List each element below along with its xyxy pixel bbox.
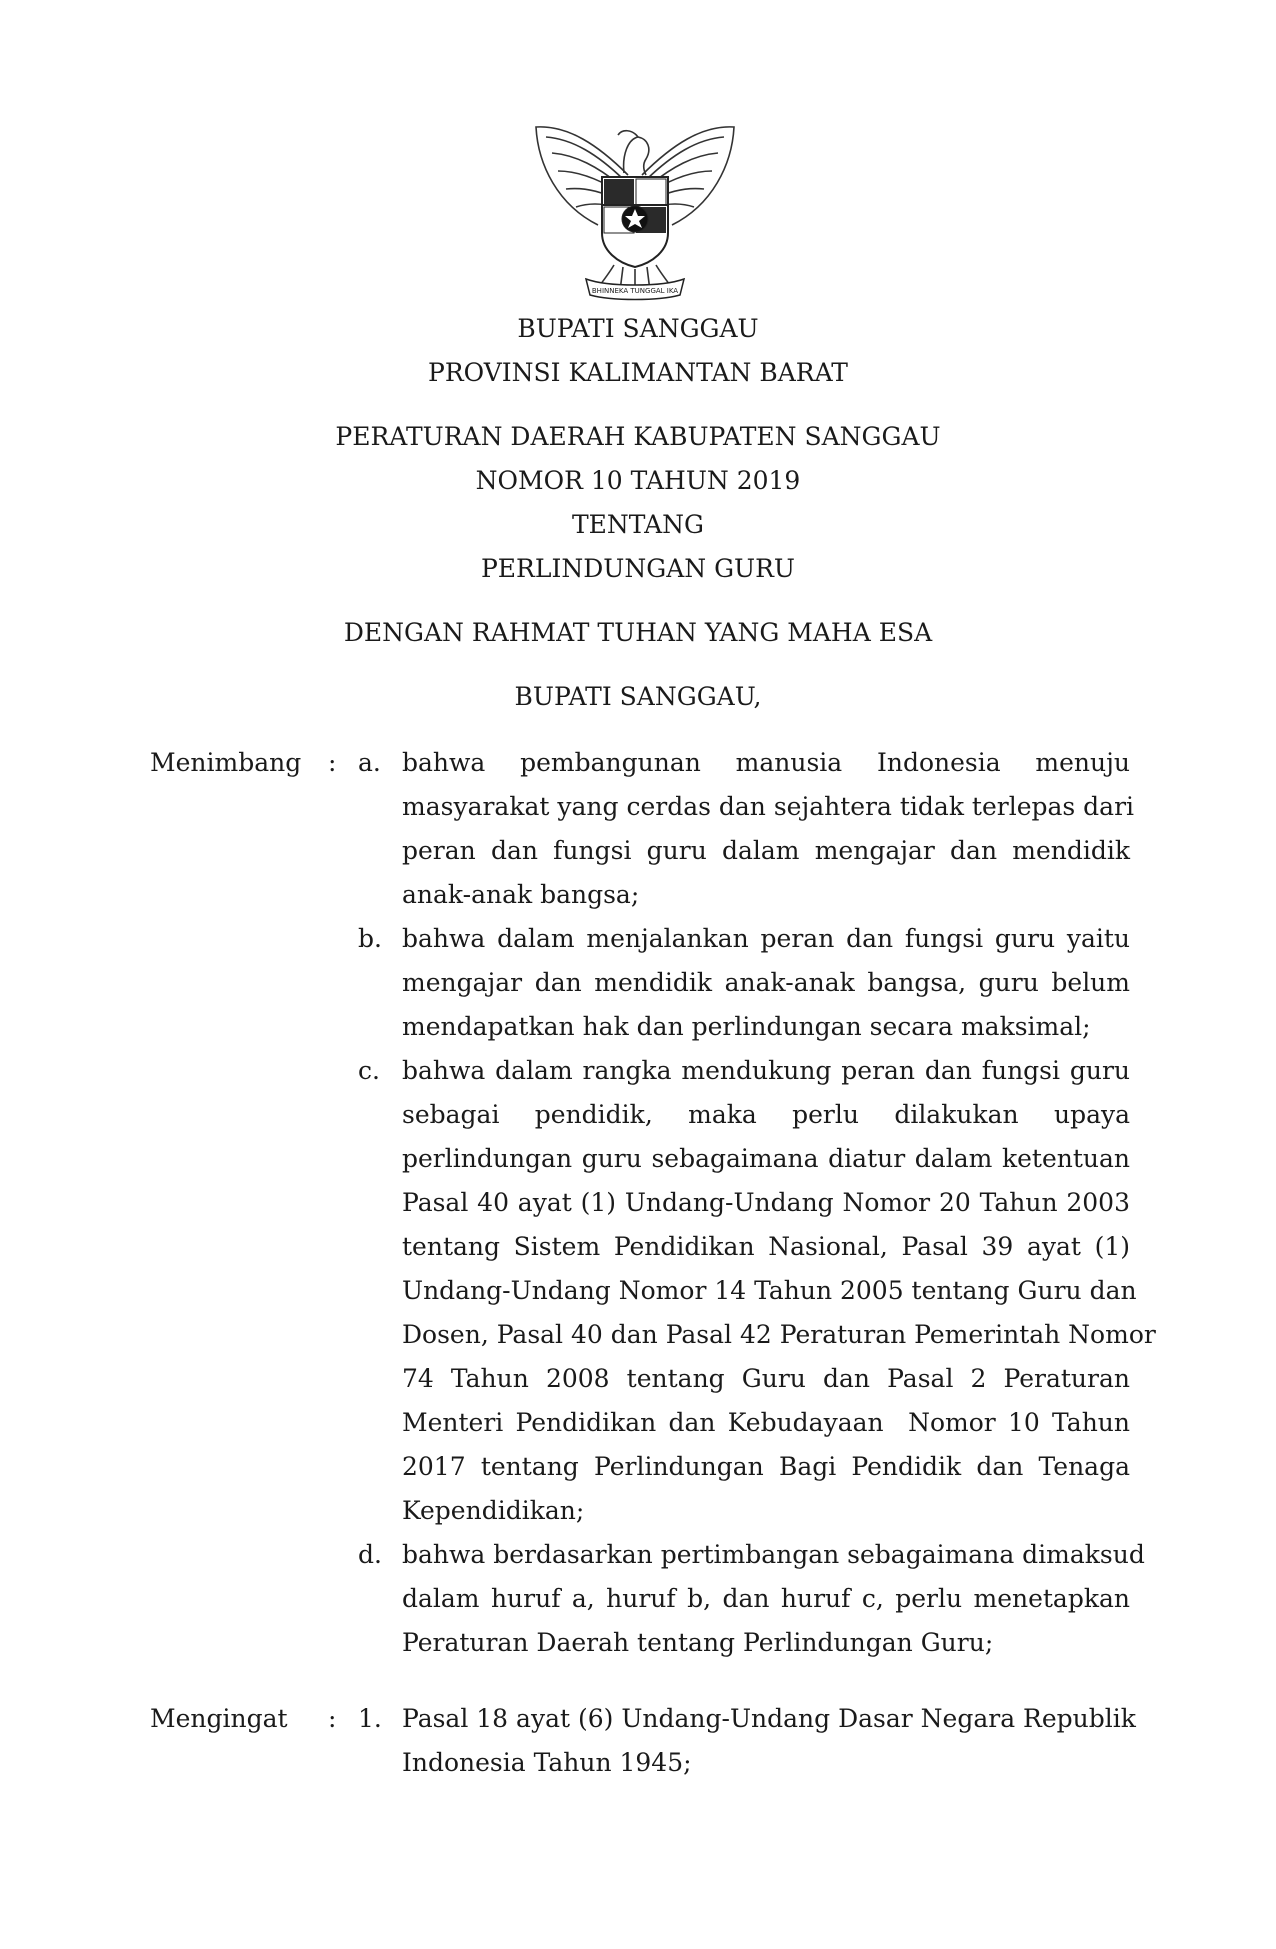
list-item-line	[0, 829, 1276, 873]
menimbang-label: Menimbang	[150, 748, 302, 777]
menimbang-c-line-1	[0, 1049, 1276, 1093]
list-item-line	[0, 1005, 1276, 1049]
item-text-line: bahwa dalam menjalankan peran dan fungsi guru yaitu	[402, 924, 1130, 953]
menimbang-colon: :	[328, 748, 337, 777]
garuda-emblem-icon	[528, 115, 742, 305]
item-text-line: Pasal 40 ayat (1) Undang-Undang Nomor 20 Tahun 2003	[402, 1188, 1130, 1217]
item-text-line: masyarakat yang cerdas dan sejahtera tidak terlepas dari	[402, 792, 1135, 821]
item-text-line: 74 Tahun 2008 tentang Guru dan Pasal 2 Peraturan	[402, 1364, 1130, 1393]
item-text-line: mengajar dan mendidik anak-anak bangsa, guru belum	[402, 968, 1130, 997]
item-text-line: tentang Sistem Pendidikan Nasional, Pasal 39 ayat (1)	[402, 1232, 1130, 1261]
list-item-line	[0, 785, 1276, 829]
item-marker: a.	[358, 748, 381, 777]
list-item-line	[0, 1489, 1276, 1533]
invocation: DENGAN RAHMAT TUHAN YANG MAHA ESA	[343, 618, 933, 647]
about-label: TENTANG	[571, 510, 704, 539]
office-heading: BUPATI SANGGAU	[517, 314, 759, 343]
list-item-line	[0, 1181, 1276, 1225]
list-item-line	[0, 961, 1276, 1005]
menimbang-d-line-1	[0, 1533, 1276, 1577]
menimbang-a-line-1	[0, 741, 1276, 785]
list-item-line	[0, 1357, 1276, 1401]
motto-text: BHINNEKA TUNGGAL IKA	[591, 287, 679, 295]
list-item-line	[0, 1093, 1276, 1137]
mengingat-label: Mengingat	[150, 1704, 288, 1733]
item-text-line: Dosen, Pasal 40 dan Pasal 42 Peraturan Pemerintah Nomor	[402, 1320, 1156, 1349]
item-text-line: bahwa berdasarkan pertimbangan sebagaimana dimaksud	[402, 1540, 1145, 1569]
item-text-line: bahwa dalam rangka mendukung peran dan fungsi guru	[402, 1056, 1130, 1085]
item-marker: c.	[358, 1056, 380, 1085]
province-heading: PROVINSI KALIMANTAN BARAT	[428, 358, 848, 387]
item-text-line: Undang-Undang Nomor 14 Tahun 2005 tentang Guru dan	[402, 1276, 1137, 1305]
list-item-line	[0, 1621, 1276, 1665]
issuer: BUPATI SANGGAU,	[514, 682, 762, 711]
regulation-title: PERATURAN DAERAH KABUPATEN SANGGAU	[335, 422, 941, 451]
item-text-line: 2017 tentang Perlindungan Bagi Pendidik dan Tenaga	[402, 1452, 1130, 1481]
item-text-line: perlindungan guru sebagaimana diatur dalam ketentuan	[402, 1144, 1130, 1173]
item-marker: b.	[358, 924, 382, 953]
item-text-line: mendapatkan hak dan perlindungan secara maksimal;	[402, 1012, 1091, 1041]
list-item-line	[0, 1137, 1276, 1181]
item-marker: d.	[358, 1540, 382, 1569]
list-item-line	[0, 1401, 1276, 1445]
list-item-line	[0, 1313, 1276, 1357]
item-text-line: Menteri Pendidikan dan Kebudayaan Nomor 10 Tahun	[402, 1408, 1130, 1437]
list-item-line	[0, 1445, 1276, 1489]
item-text-line: Indonesia Tahun 1945;	[402, 1748, 692, 1777]
item-text-line: bahwa pembangunan manusia Indonesia menuju	[402, 748, 1130, 777]
list-item-line	[0, 873, 1276, 917]
item-text-line: peran dan fungsi guru dalam mengajar dan mendidik	[402, 836, 1130, 865]
list-item-line	[0, 1269, 1276, 1313]
list-item-line	[0, 1741, 1276, 1785]
mengingat-1-line-1	[0, 1697, 1276, 1741]
list-item-line	[0, 1577, 1276, 1621]
item-marker: 1.	[358, 1704, 382, 1733]
list-item-line	[0, 1225, 1276, 1269]
item-text-line: sebagai pendidik, maka perlu dilakukan upaya	[402, 1100, 1130, 1129]
regulation-number: NOMOR 10 TAHUN 2019	[475, 466, 801, 495]
item-text-line: dalam huruf a, huruf b, dan huruf c, perlu menetapkan	[402, 1584, 1130, 1613]
regulation-subject: PERLINDUNGAN GURU	[480, 554, 795, 583]
menimbang-b-line-1	[0, 917, 1276, 961]
item-text-line: Pasal 18 ayat (6) Undang-Undang Dasar Negara Republik	[402, 1704, 1136, 1733]
item-text-line: Kependidikan;	[402, 1496, 585, 1525]
mengingat-colon: :	[328, 1704, 337, 1733]
item-text-line: Peraturan Daerah tentang Perlindungan Guru;	[402, 1628, 994, 1657]
item-text-line: anak-anak bangsa;	[402, 880, 640, 909]
